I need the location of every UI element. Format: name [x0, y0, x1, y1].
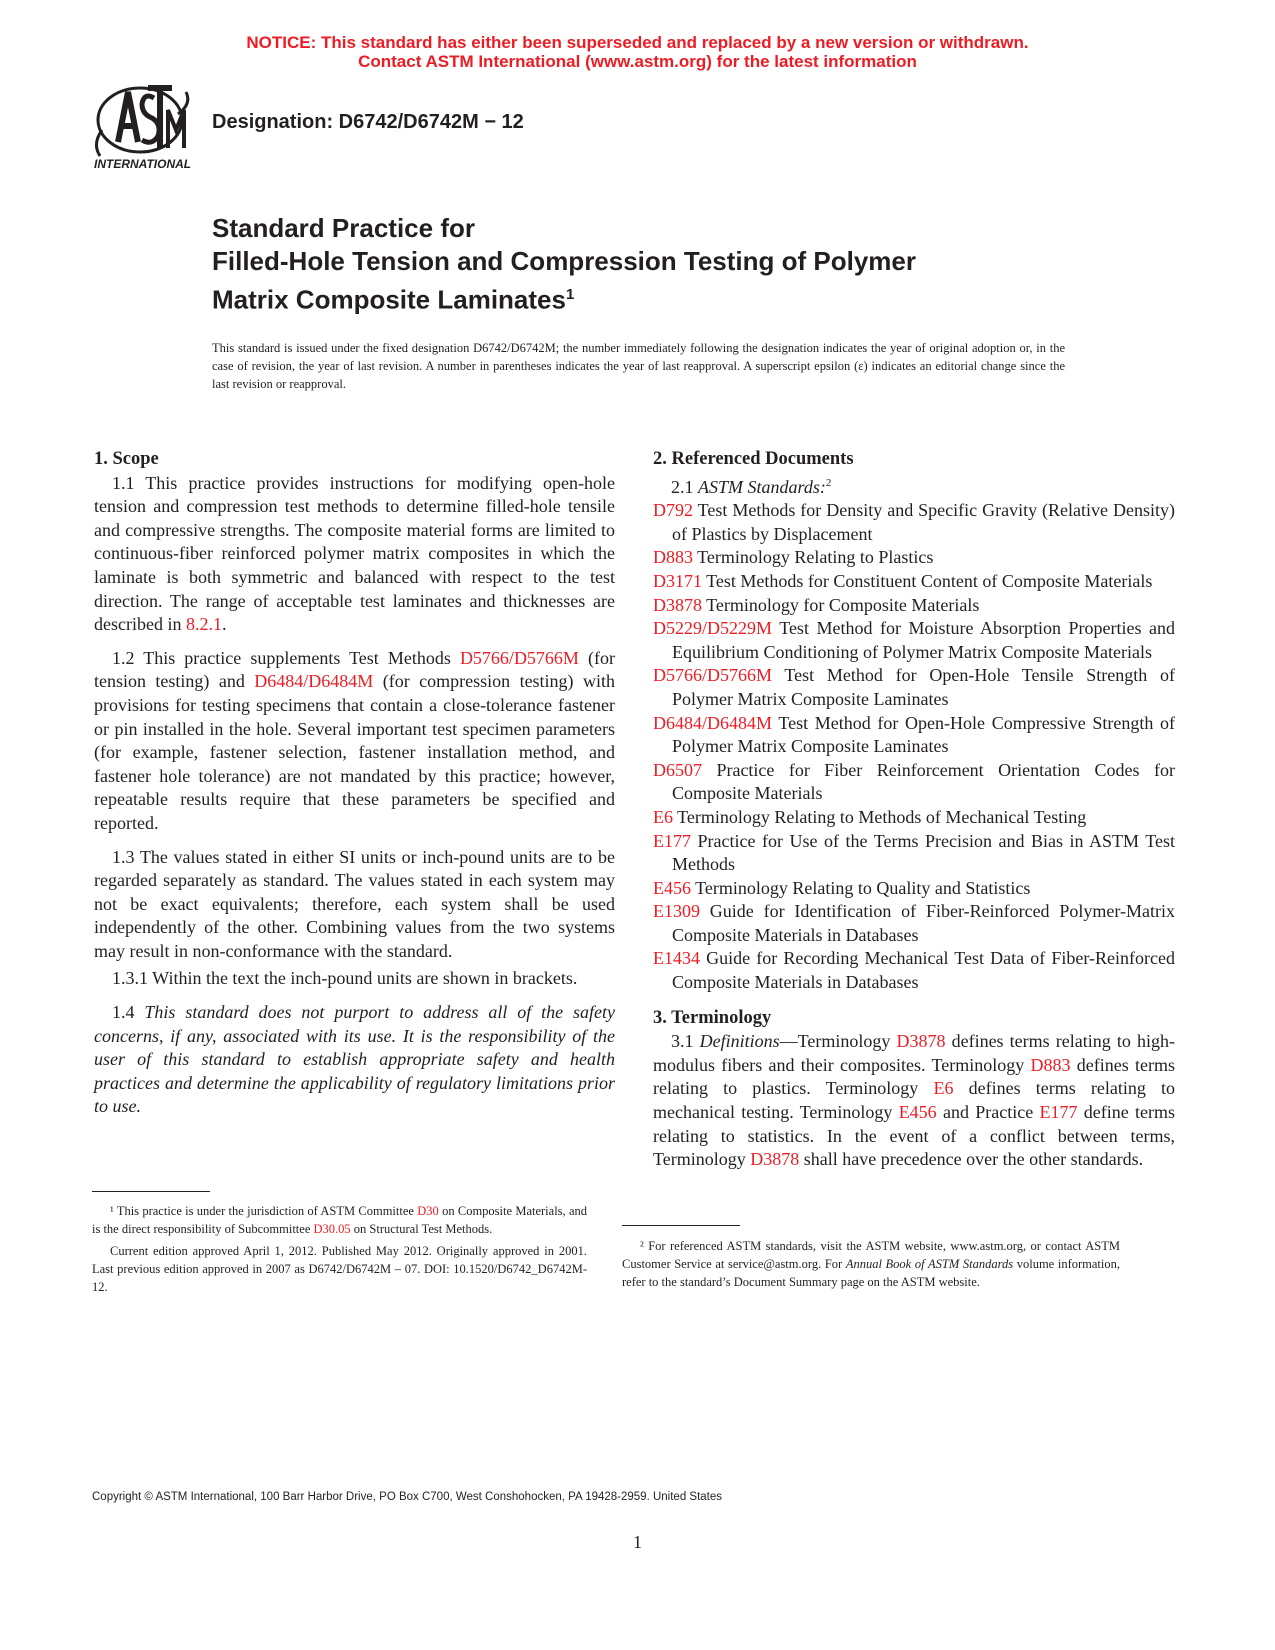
reference-title: Guide for Identification of Fiber-Reinforced Polymer-Matrix Composite Materials in Databases: [672, 901, 1175, 945]
reference-code-link[interactable]: E1434: [653, 948, 700, 969]
issued-note: This standard is issued under the fixed designation D6742/D6742M; the number immediately following the designation indicates the year of original adoption or, in the case of revision, the year of last revision. A number in parentheses indicates the year of last reapproval. A superscript epsilon (ε) indicates an editorial change since the last revision or reapproval.: [212, 341, 1065, 391]
title-line-2: Filled-Hole Tension and Compression Testing of Polymer: [212, 246, 917, 276]
reference-item: [653, 900, 1175, 947]
scope-heading: 1. Scope: [94, 449, 159, 469]
logo-text: INTERNATIONAL: [94, 157, 192, 171]
link-e456[interactable]: E456: [898, 1102, 937, 1123]
reference-item: [653, 806, 1175, 830]
reference-title: Test Method for Moisture Absorption Properties and Equilibrium Conditioning of Polymer Matrix Composite Materials: [672, 618, 1175, 662]
para-1-1: 1.1 This practice provides instructions for modifying open-hole tension and compression test methods to determine filled-hole tensile and compressive strengths. The composite material forms are limited to continuous-fiber reinforced polymer matrix composites in which the laminate is both symmetric and balanced with respect to the test direction. The range of acceptable test laminates and thicknesses are described in 8.2.1.: [94, 472, 615, 635]
link-d883[interactable]: D883: [1030, 1054, 1071, 1075]
reference-title: Terminology Relating to Methods of Mechanical Testing: [673, 806, 1087, 827]
link-e177[interactable]: E177: [1039, 1102, 1078, 1123]
reference-code-link[interactable]: D6507: [653, 759, 702, 780]
reference-code-link[interactable]: D792: [653, 500, 693, 521]
footnote-1-edition: Current edition approved April 1, 2012. Published May 2012. Originally approved in 2001. Last previous edition approved in 2007 as D6742/D6742M – 07. DOI: 10.1520/D6742_D6742M-12.: [92, 1244, 587, 1294]
reference-title: Guide for Recording Mechanical Test Data of Fiber-Reinforced Composite Materials in Databases: [672, 948, 1175, 993]
notice-line-1: NOTICE: This standard has either been superseded and replaced by a new version or withdrawn.: [246, 33, 1029, 52]
link-d6484[interactable]: D6484/D6484M: [254, 671, 374, 692]
link-d3878-2[interactable]: D3878: [750, 1149, 800, 1170]
link-d5766[interactable]: D5766/D5766M: [459, 647, 579, 668]
reference-title: Test Method for Open-Hole Tensile Strength of Polymer Matrix Composite Laminates: [672, 665, 1175, 709]
reference-title: Practice for Use of the Terms Precision and Bias in ASTM Test Methods: [672, 830, 1175, 875]
footnote-rule-right: [622, 1225, 740, 1226]
para-1-3-1: 1.3.1 Within the text the inch-pound units are shown in brackets.: [112, 968, 578, 989]
designation: Designation: D6742/D6742M − 12: [212, 111, 524, 133]
title-line-3: Matrix Composite Laminates: [212, 284, 566, 315]
withdrawal-notice: [0, 33, 1275, 71]
reference-item: [653, 712, 1175, 759]
reference-item: [653, 499, 1175, 546]
reference-title: Practice for Fiber Reinforcement Orientation Codes for Composite Materials: [672, 759, 1175, 804]
reference-list: [653, 499, 1175, 994]
para-2-1: 2.1 ASTM Standards:$^2$: [671, 476, 832, 497]
reference-code-link[interactable]: E456: [653, 877, 691, 898]
para-1-4: 1.4 This standard does not purport to address all of the safety concerns, if any, associated with its use. It is the responsibility of the user of this standard to establish appropriate safety and health practices and determine the applicability of regulatory limitations prior to use.: [94, 1002, 616, 1117]
reference-title: Terminology Relating to Plastics: [693, 547, 934, 568]
reference-item: [653, 877, 1175, 901]
document-title: [212, 212, 916, 317]
referenced-heading: 2. Referenced Documents: [653, 449, 854, 469]
reference-title: Test Methods for Constituent Content of Composite Materials: [702, 570, 1153, 591]
link-d3878[interactable]: D3878: [896, 1031, 946, 1052]
reference-code-link[interactable]: D3878: [653, 594, 702, 615]
reference-code-link[interactable]: D5229/D5229M: [653, 618, 773, 639]
reference-code-link[interactable]: D5766/D5766M: [653, 665, 773, 686]
reference-code-link[interactable]: D3171: [653, 570, 702, 591]
terminology-heading: 3. Terminology: [653, 1007, 772, 1028]
reference-item: [653, 570, 1175, 594]
para-3-1: 3.1 Definitions—Terminology D3878 defines terms relating to high-modulus fibers and their composites. Terminology D883 defines terms relating to plastics. Terminology E6 defines terms relating to mechanical testing. Terminology E456 and Practice E177 define terms relating to statistics. In the event of a conflict between terms, Terminology D3878 shall have precedence over the other standards.: [653, 1031, 1176, 1170]
para-1-2: 1.2 This practice supplements Test Methods D5766/D5766M (for tension testing) and D6484/D6484M (for compression testing) with provisions for testing specimens that contain a close-tolerance fastener or pin installed in the hole. Several important test specimen parameters (for example, fastener selection, fastener installation method, and fastener hole tolerance) are not mandated by this practice; however, repeatable results require that these parameters be specified and reported.: [94, 647, 616, 833]
link-d30[interactable]: D30: [417, 1204, 439, 1218]
para-1-3: 1.3 The values stated in either SI units or inch-pound units are to be regarded separately as standard. The values stated in each system may not be exact equivalents; therefore, each system shall be used independently of the other. Combining values from the two systems may result in non-conformance with the standard.: [94, 846, 615, 961]
reference-code-link[interactable]: D6484/D6484M: [653, 712, 773, 733]
title-footnote-mark: 1: [565, 286, 575, 303]
reference-item: [653, 664, 1175, 711]
right-column: [653, 448, 1175, 1172]
link-8-2-1[interactable]: 8.2.1: [185, 614, 222, 635]
reference-title: Test Methods for Density and Specific Gravity (Relative Density) of Plastics by Displacement: [672, 500, 1175, 544]
reference-code-link[interactable]: D883: [653, 547, 693, 568]
page-number: 1: [633, 1532, 642, 1552]
copyright: Copyright © ASTM International, 100 Barr Harbor Drive, PO Box C700, West Conshohocken, PA 19428-2959. United States: [92, 1491, 723, 1503]
reference-item: [653, 546, 1175, 570]
left-column: [94, 448, 615, 1119]
reference-item: [653, 830, 1175, 877]
astm-international-logo: [92, 84, 196, 176]
reference-item: [653, 759, 1175, 806]
reference-item: [653, 594, 1175, 618]
title-line-1: Standard Practice for: [212, 213, 475, 243]
link-d30-05[interactable]: D30.05: [313, 1222, 351, 1236]
reference-code-link[interactable]: E6: [653, 806, 673, 827]
footnote-2: ² For referenced ASTM standards, visit the ASTM website, www.astm.org, or contact ASTM Customer Service at service@astm.org. For Annual Book of ASTM Standards volume information, refer to the standard’s Document Summary page on the ASTM website.: [622, 1239, 1120, 1289]
reference-code-link[interactable]: E1309: [653, 901, 700, 922]
astm-logo-icon: [92, 84, 196, 176]
reference-title: Terminology Relating to Quality and Statistics: [691, 877, 1031, 898]
footnote-rule-left: [92, 1191, 210, 1192]
reference-title: Test Method for Open-Hole Compressive Strength of Polymer Matrix Composite Laminates: [672, 712, 1175, 757]
link-e6[interactable]: E6: [933, 1078, 954, 1099]
footnote-1: ¹ This practice is under the jurisdiction of ASTM Committee D30 on Composite Materials, and is the direct responsibility of Subcommittee D30.05 on Structural Test Methods. Current edition approved April 1, 2012. Published May 2012. Originally approved in 2001. Last previous edition approved in 2007 as D6742/D6742M – 07. DOI: 10.1520/D6742_D6742M-12.: [92, 1204, 588, 1294]
reference-code-link[interactable]: E177: [653, 830, 691, 851]
notice-line-2: Contact ASTM International (www.astm.org) for the latest information: [358, 52, 917, 71]
reference-item: [653, 947, 1175, 994]
reference-item: [653, 617, 1175, 664]
reference-title: Terminology for Composite Materials: [702, 594, 980, 615]
